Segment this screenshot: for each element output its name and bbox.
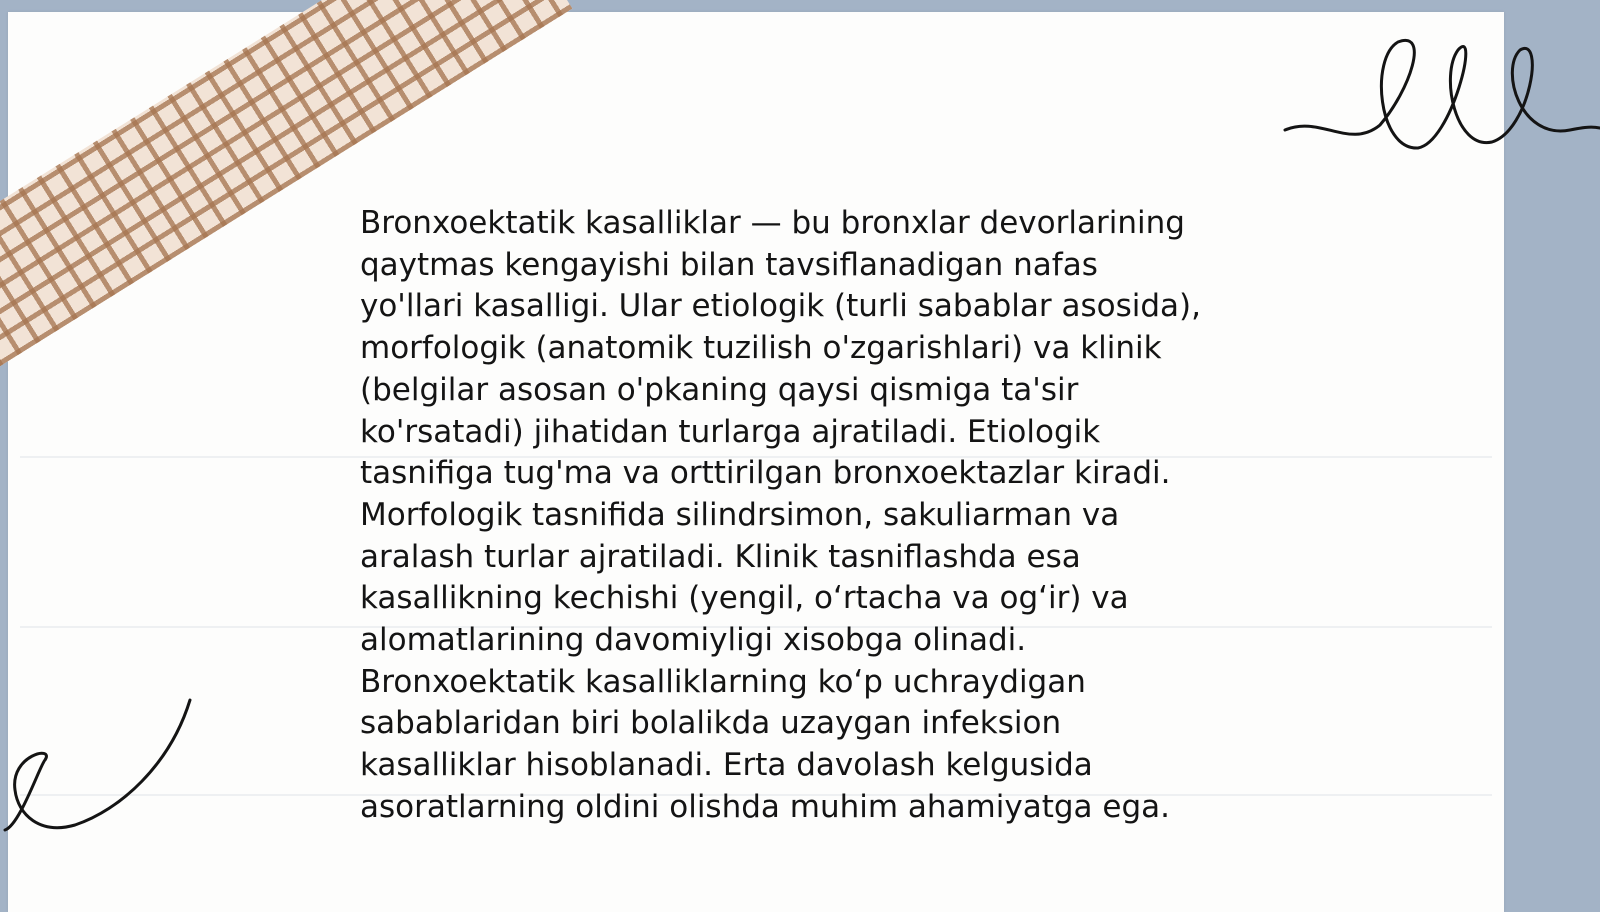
body-paragraph: Bronxoektatik kasalliklar — bu bronxlar devorlarining qaytmas kengayishi bilan tavsiflanadigan nafas yo'llari kasalligi. Ular etiologik (turli sabablar asosida), morfologik (anatomik tuzilish o'zgarishlari) va klinik (belgilar asosan o'pkaning qaysi qismiga ta'sir ko'rsatadi) jihatidan turlarga ajratiladi. Etiologik tasnifiga tug'ma va orttirilgan bronxoektazlar kiradi. Morfologik tasnifida silindrsimon, sakuliarman va aralash turlar ajratiladi. Klinik tasniflashda esa kasallikning kechishi (yengil, o‘rtacha va og‘ir) va alomatlarining davomiyligi xisobga olinadi. Bronxoektatik kasalliklarning ko‘p uchraydigan sabablaridan biri bolalikda uzaygan infeksion kasalliklar hisoblanadi. Erta davolash kelgusida asoratlarning oldini olishda muhim ahamiyatga ega.	[360, 205, 1201, 825]
checkmark-doodle-icon	[0, 695, 200, 845]
loop-doodle-icon	[1280, 30, 1600, 170]
